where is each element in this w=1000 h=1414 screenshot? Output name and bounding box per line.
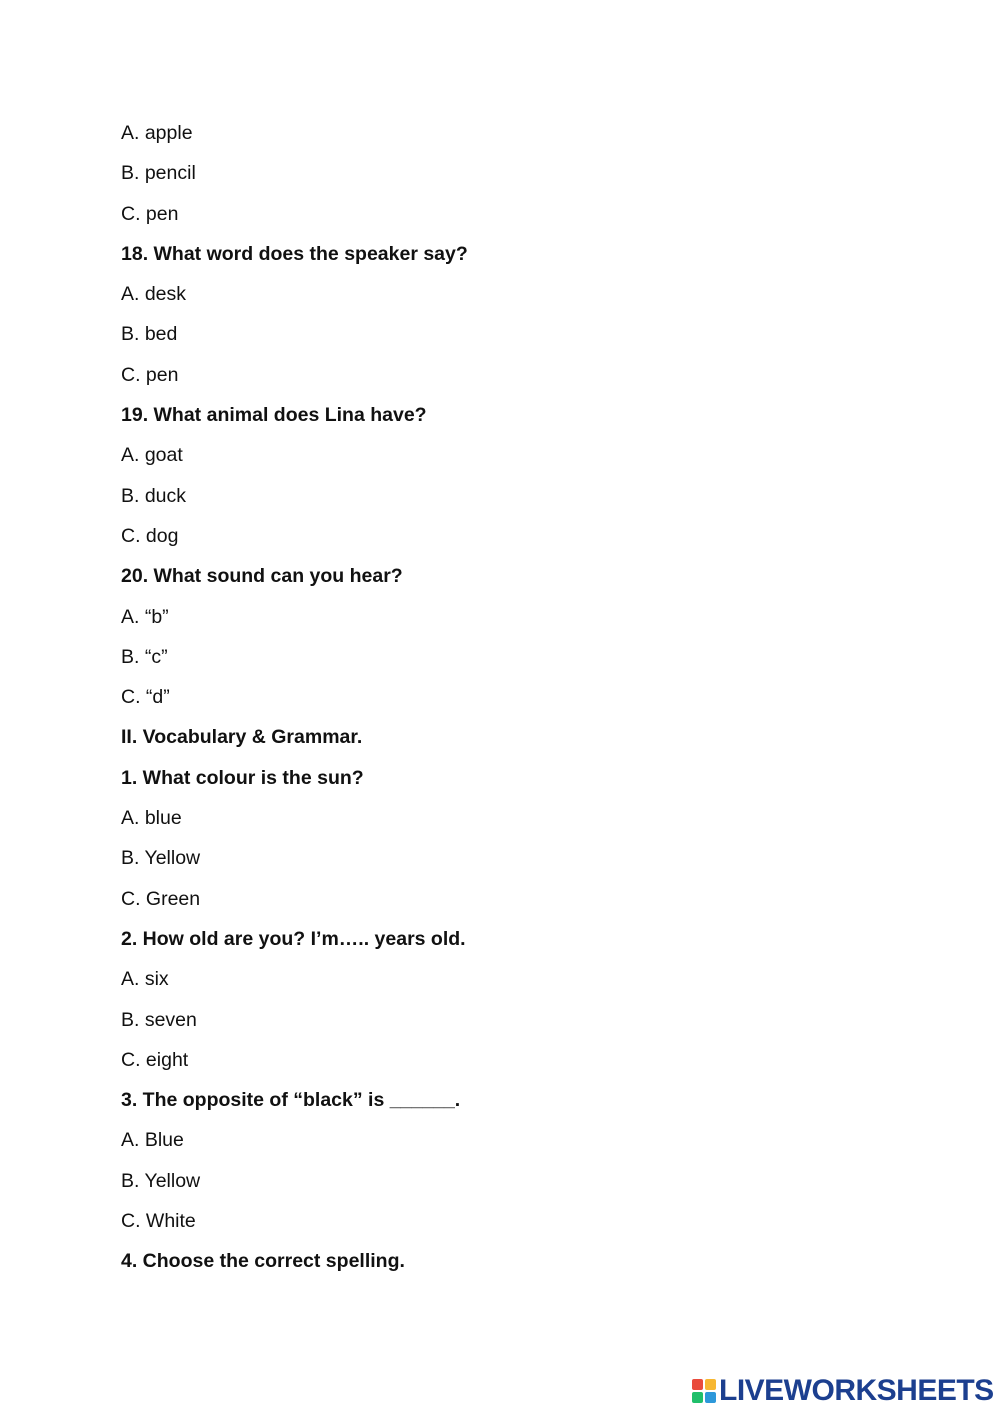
- logo-square-yellow: [705, 1379, 716, 1390]
- answer-option: B. pencil: [121, 162, 196, 185]
- answer-option: A. Blue: [121, 1129, 184, 1152]
- answer-option: C. pen: [121, 363, 179, 386]
- question-3: 3. The opposite of “black” is ______.: [121, 1089, 461, 1112]
- answer-option: B. Yellow: [121, 847, 201, 870]
- answer-option: B. “c”: [121, 645, 168, 668]
- question-20: 20. What sound can you hear?: [121, 565, 403, 588]
- answer-option: B. bed: [121, 323, 178, 346]
- brand-name: LIVEWORKSHEETS: [719, 1374, 994, 1407]
- section-heading: II. Vocabulary & Grammar.: [121, 726, 363, 749]
- logo-square-red: [692, 1379, 703, 1390]
- question-18: 18. What word does the speaker say?: [121, 242, 468, 265]
- answer-option: C. Green: [121, 887, 201, 910]
- question-4: 4. Choose the correct spelling.: [121, 1250, 405, 1273]
- answer-option: B. duck: [121, 484, 187, 507]
- answer-option: C. White: [121, 1210, 196, 1233]
- liveworksheets-logo: [691, 1373, 994, 1409]
- answer-option: B. Yellow: [121, 1169, 201, 1192]
- answer-option: C. eight: [121, 1048, 189, 1071]
- answer-option: A. goat: [121, 444, 183, 467]
- logo-square-blue: [705, 1392, 716, 1403]
- answer-option: C. pen: [121, 202, 179, 225]
- answer-option: A. blue: [121, 807, 182, 830]
- logo-square-green: [692, 1392, 703, 1403]
- answer-option: C. dog: [121, 524, 179, 547]
- answer-option: C. “d”: [121, 686, 170, 709]
- answer-option: B. seven: [121, 1008, 197, 1031]
- question-19: 19. What animal does Lina have?: [121, 404, 427, 427]
- liveworksheets-logo-icon: [691, 1378, 717, 1404]
- answer-option: A. “b”: [121, 605, 169, 628]
- question-2: 2. How old are you? I’m….. years old.: [121, 927, 466, 950]
- answer-option: A. desk: [121, 283, 187, 306]
- answer-option: A. apple: [121, 122, 193, 144]
- worksheet-content: [121, 118, 921, 1287]
- answer-option: A. six: [121, 968, 169, 991]
- question-1: 1. What colour is the sun?: [121, 766, 364, 789]
